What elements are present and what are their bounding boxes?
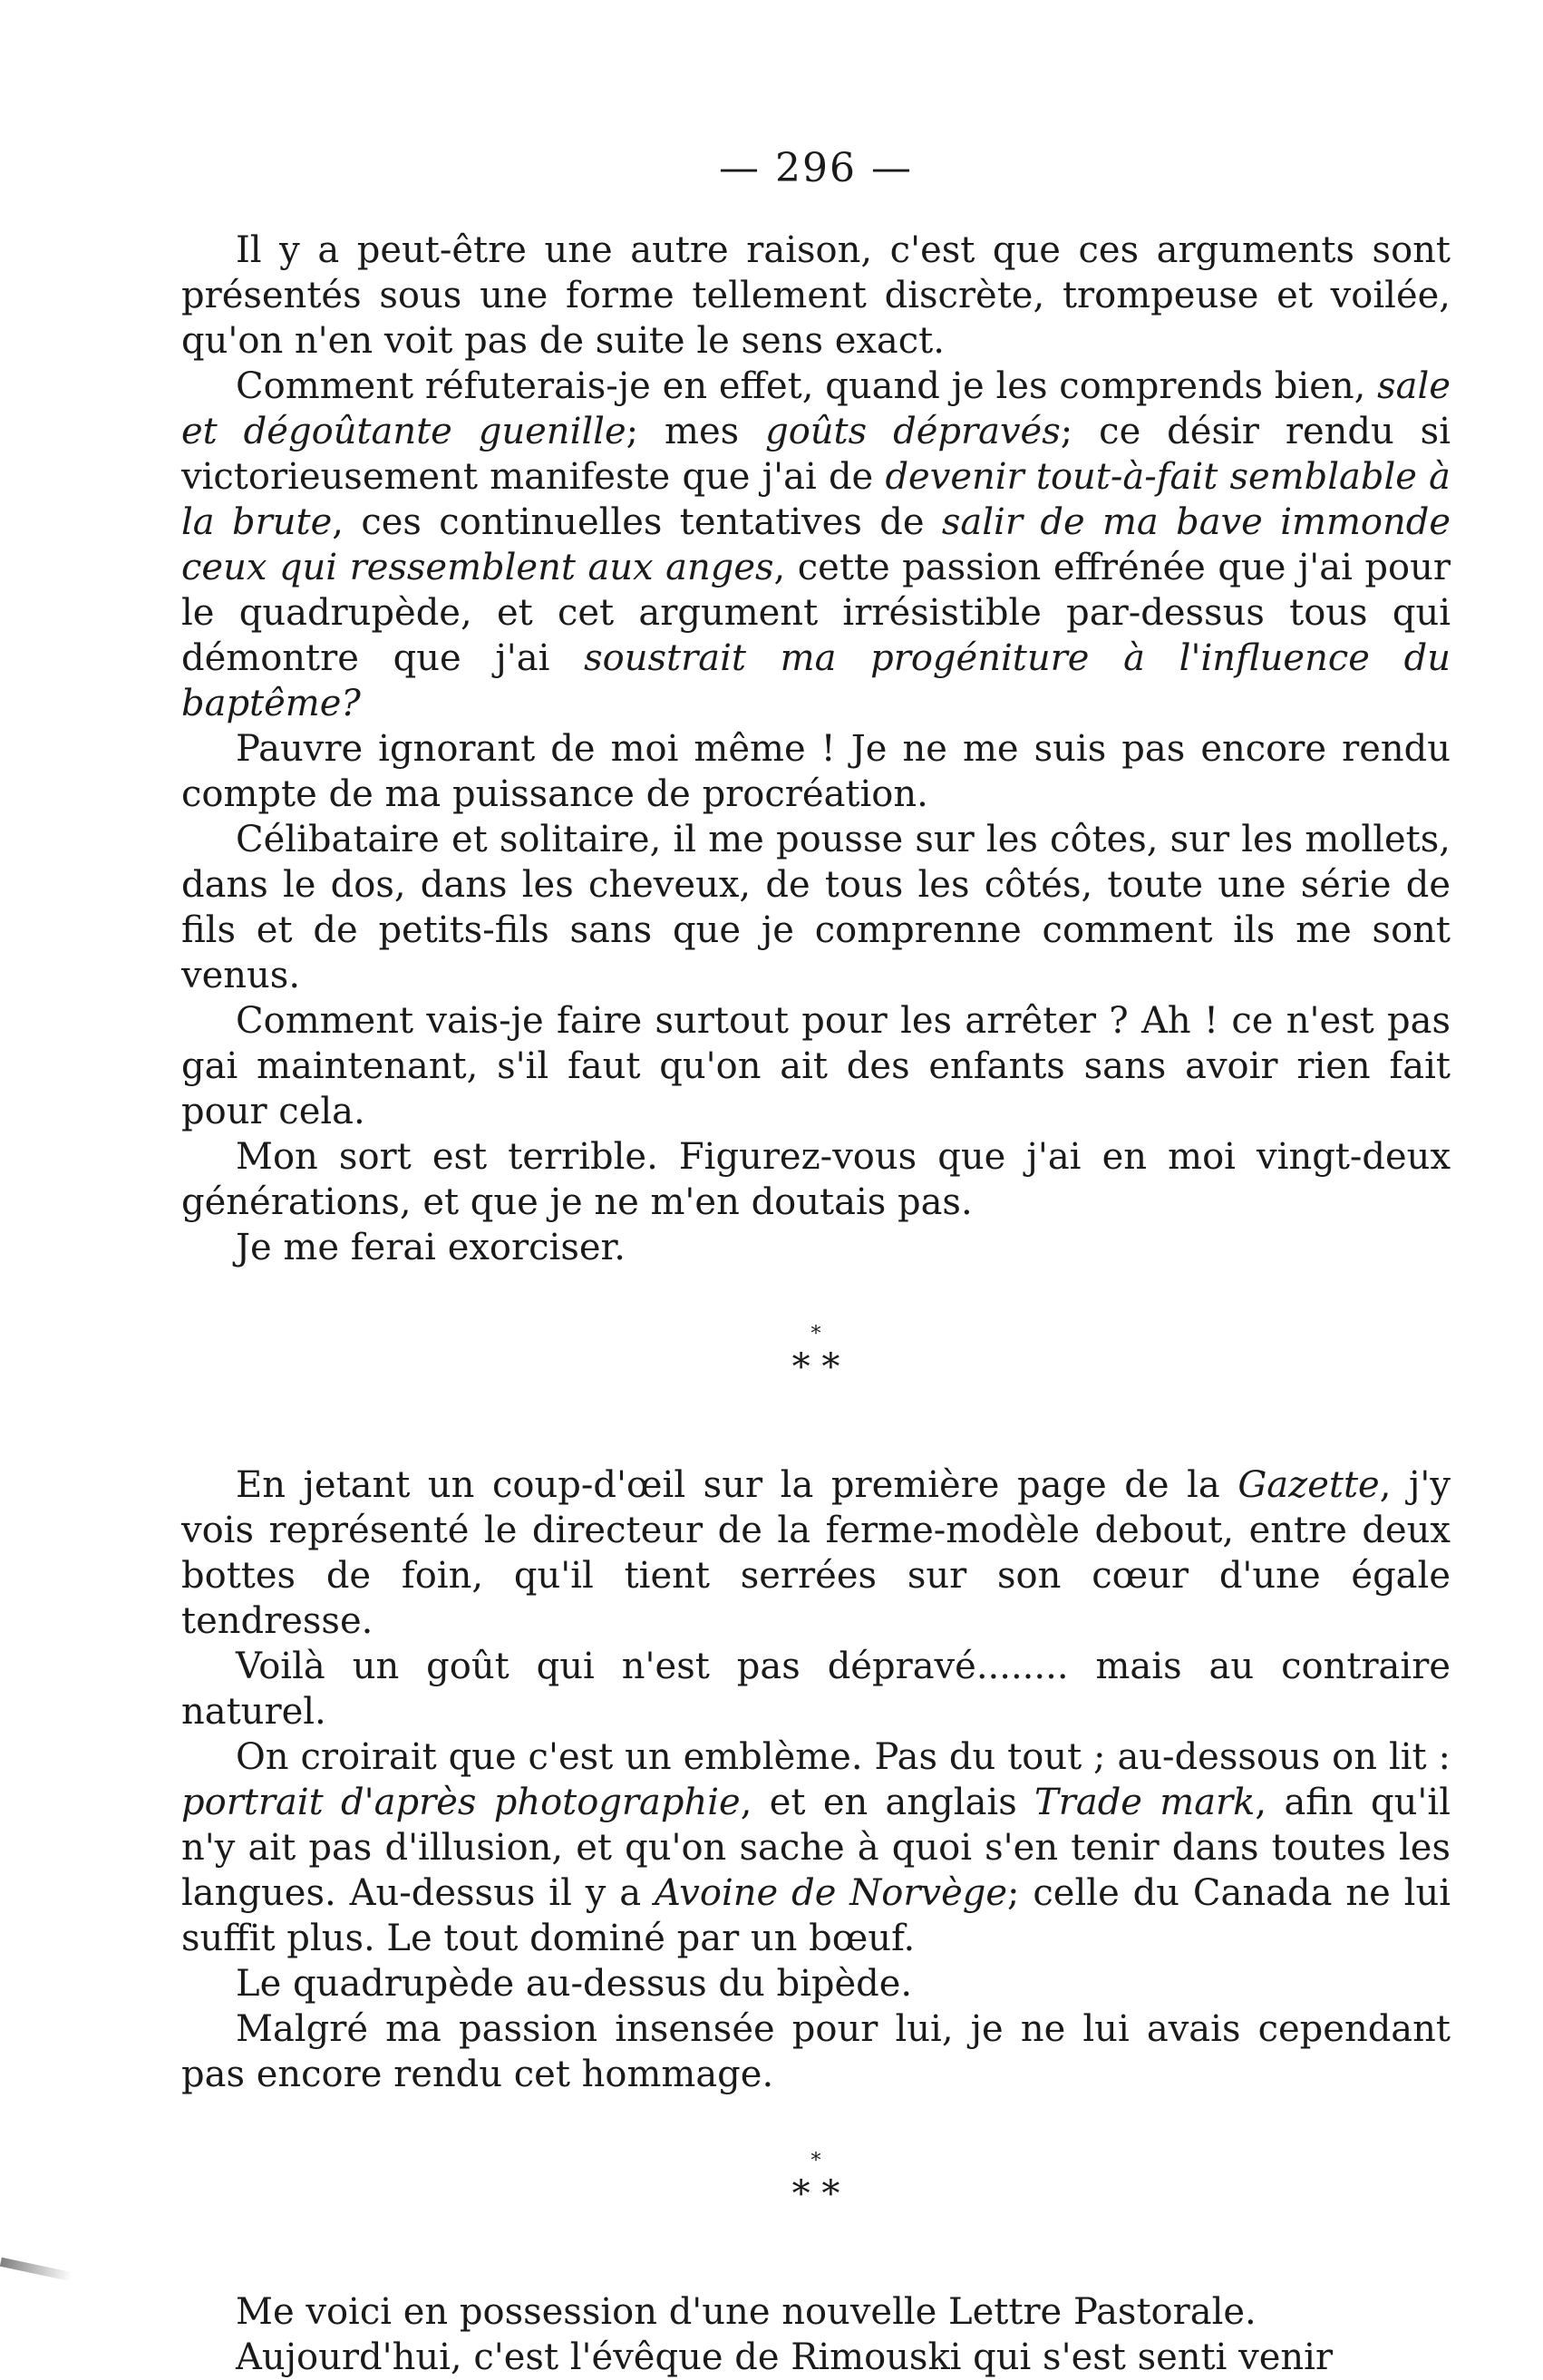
paragraph: Pauvre ignorant de moi même ! Je ne me suis pas encore rendu compte de ma puissance de procréation.: [181, 728, 1451, 815]
page-content: [181, 145, 1451, 2380]
asterism: [792, 2152, 840, 2217]
italic-title: Gazette: [1237, 1464, 1380, 1506]
section-3: [181, 2289, 1451, 2380]
text-run: , et en anglais: [740, 1782, 1035, 1823]
text-run: , ces continuelles tentatives de: [332, 501, 942, 543]
paragraph: [181, 364, 1451, 726]
italic-quote: goûts dépravés: [765, 411, 1061, 452]
text-run: Comment réfuterais-je en effet, quand je les comprends bien,: [236, 365, 1378, 407]
asterism-top: *: [810, 1323, 821, 1345]
section-separator: [181, 2152, 1451, 2217]
page-number: — 296 —: [719, 145, 913, 191]
paragraph: Me voici en possession d'une nouvelle Lettre Pastorale.: [236, 2291, 1257, 2333]
text-run: ; mes: [626, 411, 766, 452]
paragraph: Il y a peut-être une autre raison, c'est que ces arguments sont présentés sous une forme tellement discrète, trompeuse et voilée, qu'on n'en voit pas de suite le sens exact.: [181, 229, 1451, 362]
text-run: ; ce désir rendu si victorieusement manifeste que j'ai de: [181, 411, 1451, 498]
text-run: , afin qu'il n'y ait pas d'illusion, et qu'on sache à quoi s'en tenir dans toutes les langues. Au-dessus il y a: [181, 1782, 1451, 1914]
text-run: ; celle du Canada ne lui suffit plus. Le tout dominé par un bœuf.: [181, 1872, 1451, 1959]
italic-quote: portrait d'après photographie: [181, 1782, 741, 1823]
section-separator: [181, 1325, 1451, 1390]
section-2: [181, 1462, 1451, 2097]
italic-quote: Avoine de Norvège: [655, 1872, 1008, 1914]
italic-quote: soustrait ma progéniture à l'influence du baptême?: [181, 637, 1451, 724]
text-run: , j'y vois représenté le directeur de la ferme-modèle debout, entre deux bottes de foin, qu'il tient serrées sur son cœur d'une égale tendresse.: [181, 1464, 1451, 1642]
text-run: On croirait que c'est un emblème. Pas du tout ; au-dessous on lit :: [236, 1736, 1451, 1778]
text-run: En jetant un coup-d'œil sur la première page de la: [236, 1464, 1238, 1506]
paragraph: Comment vais-je faire surtout pour les arrêter ? Ah ! ce n'est pas gai maintenant, s'il faut qu'on ait des enfants sans avoir rien fait pour cela.: [181, 1000, 1451, 1132]
section-1: [181, 228, 1451, 1270]
paragraph: Voilà un goût qui n'est pas dépravé........ mais au contraire naturel.: [181, 1646, 1451, 1733]
asterism-bottom: * *: [791, 1346, 840, 1388]
asterism-top: *: [810, 2150, 821, 2172]
paragraph: Le quadrupède au-dessus du bipède.: [236, 1963, 913, 2005]
italic-quote: devenir tout-à-fait semblable à la brute: [181, 456, 1451, 543]
paragraph: Mon sort est terrible. Figurez-vous que j'ai en moi vingt-deux générations, et que je ne m'en doutais pas.: [181, 1136, 1451, 1223]
italic-quote: sale et dégoûtante guenille: [181, 365, 1451, 452]
paragraph: [181, 1462, 1451, 1644]
paragraph: Aujourd'hui, c'est l'évêque de Rimouski qui s'est senti venir: [236, 2336, 1334, 2378]
italic-quote: salir de ma bave immonde ceux qui ressemblent aux anges: [181, 501, 1451, 588]
asterism-bottom: * *: [791, 2173, 840, 2215]
scan-smudge: [0, 2258, 73, 2281]
paragraph: Célibataire et solitaire, il me pousse sur les côtes, sur les mollets, dans le dos, dans les cheveux, de tous les côtés, toute une série de fils et de petits-fils sans que je comprenne comment ils me sont venus.: [181, 819, 1451, 996]
italic-quote: Trade mark: [1034, 1782, 1256, 1823]
text-run: , cette passion effrénée que j'ai pour le quadrupède, et cet argument irrésistible par-dessus tous qui démontre que j'ai: [181, 547, 1451, 679]
paragraph: Malgré ma passion insensée pour lui, je ne lui avais cependant pas encore rendu cet hommage.: [181, 2008, 1451, 2095]
paragraph: [181, 1734, 1451, 1961]
paragraph: Je me ferai exorciser.: [236, 1227, 626, 1268]
asterism: [792, 1325, 840, 1390]
